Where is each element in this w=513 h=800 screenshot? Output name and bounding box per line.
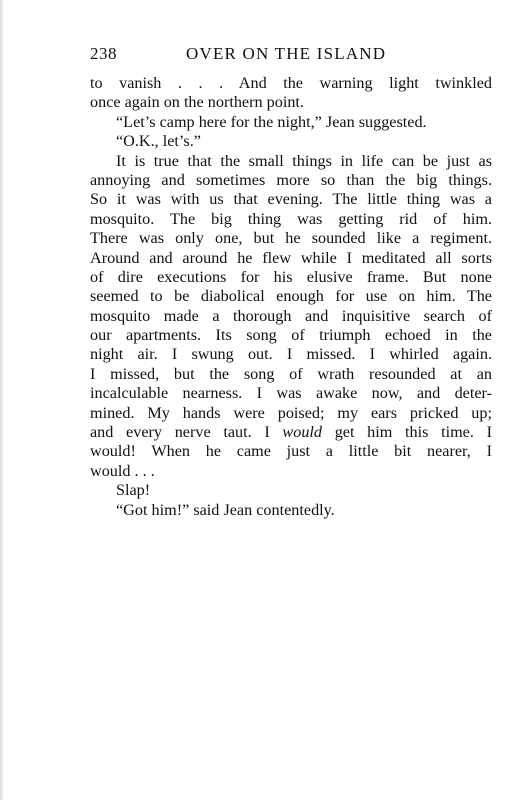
text-line: It is true that the small things in life can be just as [116,151,492,170]
text-line: to vanish . . . And the warning light twinkled [90,74,492,92]
text-line: Around and around he flew while I meditated all sorts [90,248,492,267]
text-line: night air. I swung out. I missed. I whirled again. [90,345,492,364]
text-line: our apartments. Its song of triumph echoed in the [90,326,492,345]
text-line: mosquito. The big thing was getting rid of him. [90,209,492,228]
text-line: “O.K., let’s.” [116,132,201,151]
text-line: annoying and sometimes more so than the big things. [90,170,492,189]
text-line: and every nerve taut. I would get him this time. I [90,423,492,442]
text-line: So it was with us that evening. The little thing was a [90,190,492,209]
body-text [90,74,492,520]
text-line: There was only one, but he sounded like a regiment. [90,229,492,248]
text-line: Slap! [116,481,151,500]
running-head: OVER ON THE ISLAND [186,44,387,63]
text-line: incalculable nearness. I was awake now, and deter- [90,384,492,403]
italic-emphasis: would [282,423,322,442]
text-line: “Got him!” said Jean contentedly. [116,500,335,519]
text-line: mined. My hands were poised; my ears pricked up; [90,403,492,422]
text-line: would! When he came just a little bit nearer, I [90,442,492,461]
text-line: of dire executions for his elusive frame. But none [90,267,492,286]
text-line: mosquito made a thorough and inquisitive search of [90,306,492,325]
text-line: “Let’s camp here for the night,” Jean suggested. [116,112,427,131]
page-header [90,44,490,68]
page-edge-shadow [0,0,4,800]
text-line: I missed, but the song of wrath resounded at an [90,364,492,383]
text-line: seemed to be diabolical enough for use on him. The [90,287,492,306]
text-line: would . . . [90,461,155,480]
text-line: once again on the northern point. [90,93,304,112]
page-number: 238 [90,44,117,63]
